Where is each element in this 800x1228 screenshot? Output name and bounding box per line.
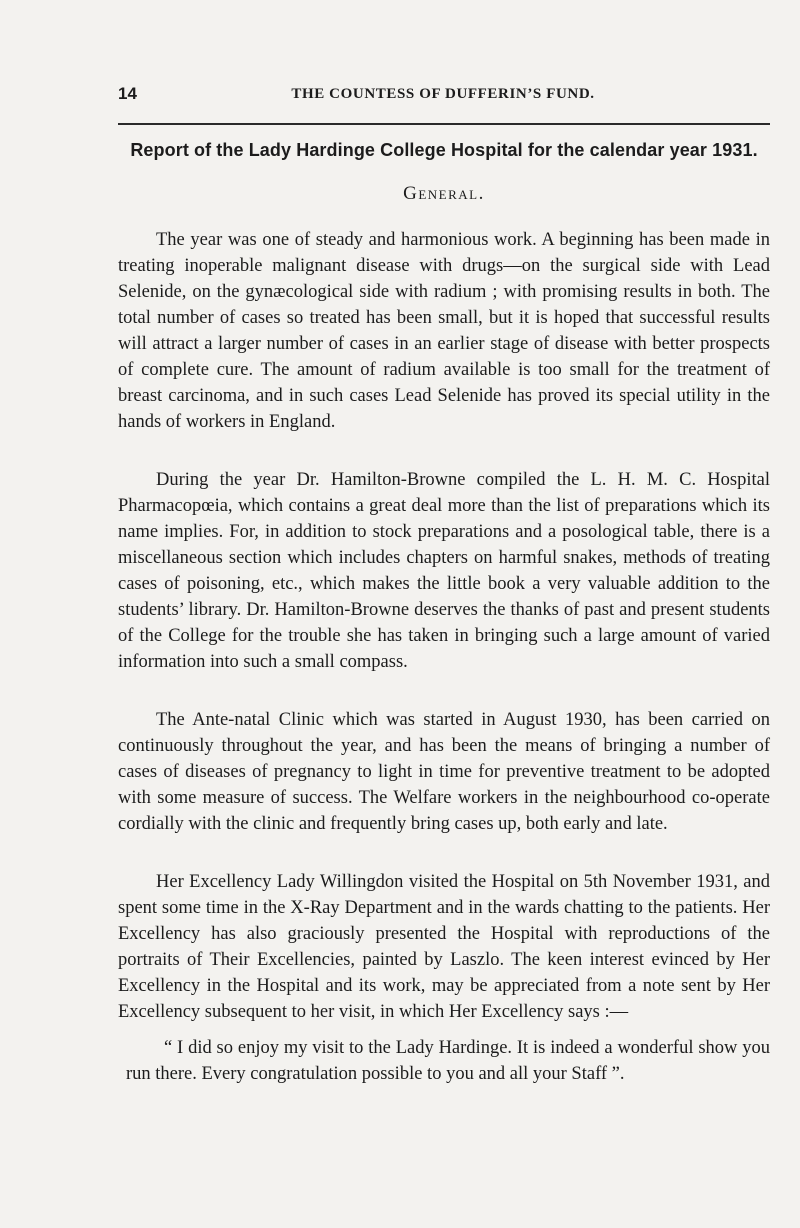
report-body <box>118 227 770 1119</box>
paragraph-visit: Her Excellency Lady Willingdon visited the Hospital on 5th November 1931, and spent some time in the X-Ray Department and in the wards chatting to the patients. Her Excellency has also graciously presented the Hospital with reproductions of the portraits of Their Excellencies, painted by Laszlo. The keen interest evinced by Her Excellency in the Hospital and its work, may be appreciated from a note sent by Her Excellency subsequent to her visit, in which Her Excellency says :— <box>118 872 770 1022</box>
running-title: THE COUNTESS OF DUFFERIN’S FUND. <box>291 86 595 102</box>
page-number: 14 <box>118 84 137 103</box>
quotation: “ I did so enjoy my visit to the Lady Hardinge. It is indeed a wonderful show you run there. Every congratulation possible to you and all your Staff ”. <box>126 1038 770 1084</box>
paragraph-pharmacopoeia: During the year Dr. Hamilton-Browne compiled the L. H. M. C. Hospital Pharmacopœia, which contains a great deal more than the list of preparations which its name implies. For, in addition to stock preparations and a posological table, there is a miscellaneous section which includes chapters on harmful snakes, methods of treating cases of poisoning, etc., which makes the little book a very valuable addition to the students’ library. Dr. Hamilton-Browne deserves the thanks of past and present students of the College for the trouble she has taken in bringing such a large amount of varied information into such a small compass. <box>118 470 770 672</box>
section-heading: General. <box>403 183 485 204</box>
report-title: Report of the Lady Hardinge College Hospital for the calendar year 1931. <box>130 140 758 160</box>
header-rule <box>118 123 770 125</box>
paragraph-general: The year was one of steady and harmonious work. A beginning has been made in treating inoperable malignant disease with drugs—on the surgical side with Lead Selenide, on the gynæcological side with radium ; with promising results in both. The total number of cases so treated has been small, but it is hoped that successful results will attract a larger number of cases in an earlier stage of disease with better prospects of complete cure. The amount of radium available is too small for the treatment of breast carcinoma, and in such cases Lead Selenide has proved its special utility in the hands of workers in England. <box>118 230 770 432</box>
running-header <box>118 84 768 108</box>
paragraph-antenatal-clinic: The Ante-natal Clinic which was started in August 1930, has been carried on continuously throughout the year, and has been the means of bringing a number of cases of diseases of pregnancy to light in time for preventive treatment to be adopted with some measure of success. The Welfare workers in the neighbourhood co-operate cordially with the clinic and frequently bring cases up, both early and late. <box>118 710 770 834</box>
